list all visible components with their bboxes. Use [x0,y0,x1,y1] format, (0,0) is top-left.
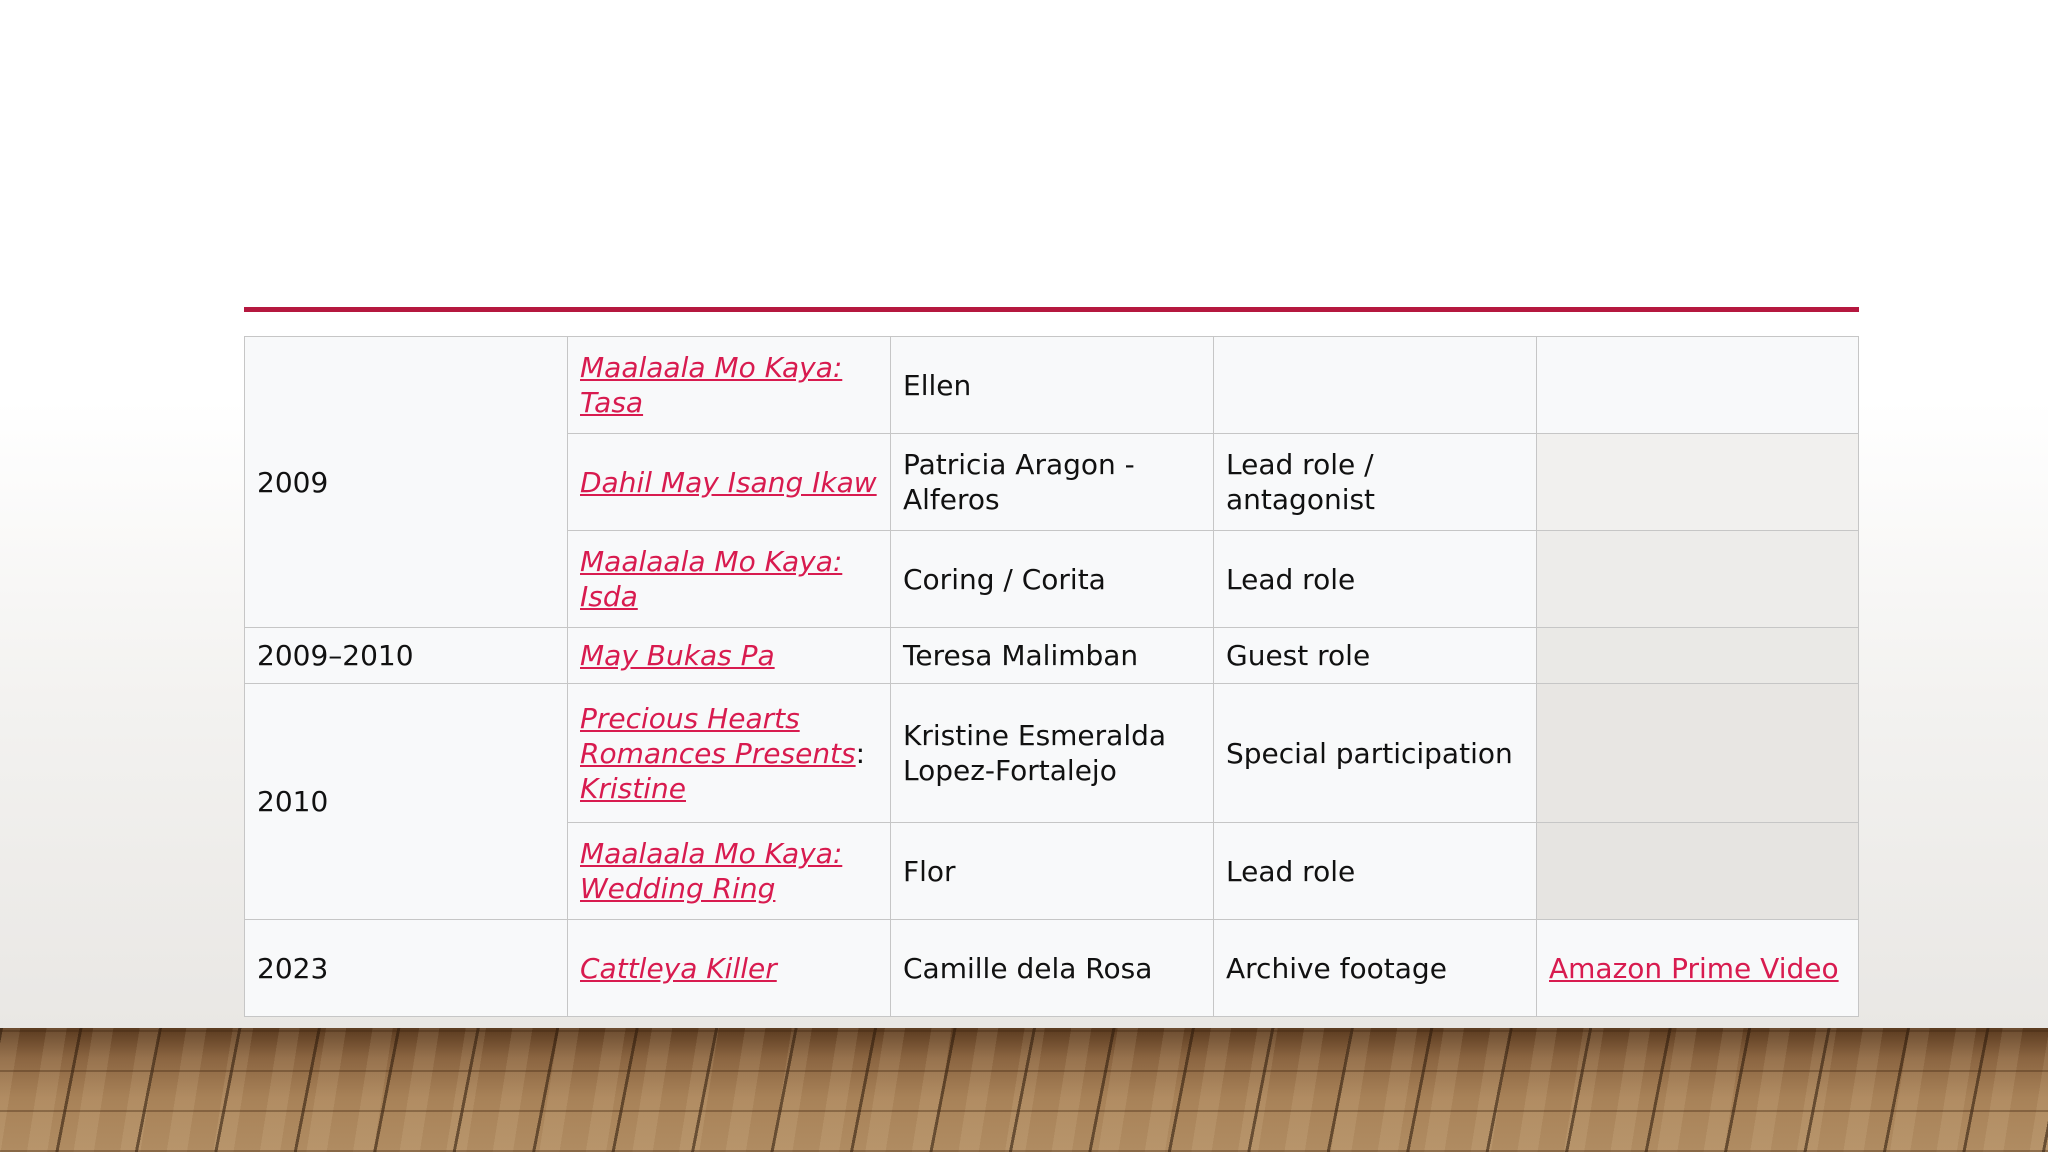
network-cell [1537,531,1859,628]
year-cell: 2009–2010 [245,628,568,684]
title-cell [568,337,891,434]
role-cell: Camille dela Rosa [891,920,1214,1017]
year-cell: 2023 [245,920,568,1017]
role-cell: Ellen [891,337,1214,434]
role-cell: Coring / Corita [891,531,1214,628]
title-link[interactable]: Maalaala Mo Kaya: Tasa [580,351,843,419]
role-cell: Teresa Malimban [891,628,1214,684]
notes-cell: Guest role [1214,628,1537,684]
network-cell [1537,337,1859,434]
title-cell [568,531,891,628]
notes-cell: Special participation [1214,684,1537,823]
notes-cell: Archive footage [1214,920,1537,1017]
title-link[interactable]: Cattleya Killer [580,951,777,985]
table-row [245,684,1859,823]
wood-floor-background [0,1028,2048,1152]
year-cell: 2010 [245,684,568,920]
notes-cell [1214,337,1537,434]
title-link[interactable]: Maalaala Mo Kaya: Wedding Ring [580,837,843,905]
title-cell [568,920,891,1017]
title-divider-line [244,307,1859,312]
role-cell: Flor [891,823,1214,920]
year-cell: 2009 [245,337,568,628]
title-cell [568,434,891,531]
notes-cell: Lead role / antagonist [1214,434,1537,531]
network-link[interactable]: Amazon Prime Video [1549,951,1839,985]
title-link[interactable]: Precious Hearts Romances Presents [580,701,856,770]
title-link[interactable]: Dahil May Isang Ikaw [580,465,877,499]
title-link[interactable]: Kristine [580,771,686,805]
network-cell [1537,920,1859,1017]
title-cell [568,823,891,920]
network-cell [1537,684,1859,823]
filmography-table [244,336,1859,1017]
role-cell: Kristine Esmeralda Lopez-Fortalejo [891,684,1214,823]
table-row [245,337,1859,434]
notes-cell: Lead role [1214,531,1537,628]
network-cell [1537,628,1859,684]
title-link[interactable]: May Bukas Pa [580,639,775,672]
table-row [245,920,1859,1017]
title-link[interactable]: Maalaala Mo Kaya: Isda [580,545,843,613]
notes-cell: Lead role [1214,823,1537,920]
role-cell: Patricia Aragon - Alferos [891,434,1214,531]
title-cell [568,684,891,823]
title-separator: : [855,736,866,770]
network-cell [1537,823,1859,920]
network-cell [1537,434,1859,531]
table-row [245,628,1859,684]
title-cell [568,628,891,684]
